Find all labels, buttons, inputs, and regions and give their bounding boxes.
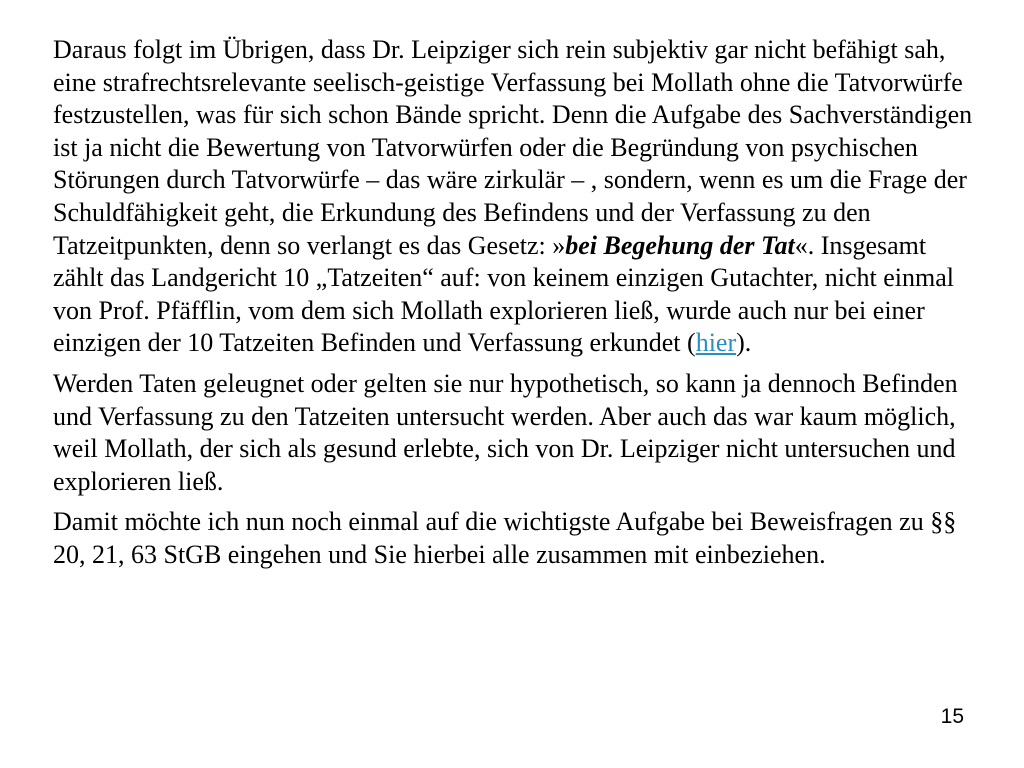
paragraph-2: Werden Taten geleugnet oder gelten sie nur hypothetisch, so kann ja dennoch Befinden und Verfassung zu den Tatzeiten untersucht werden. Aber auch das war kaum möglich, weil Mollath, der sich als gesund erlebte, sich von Dr. Leipziger nicht untersuchen und explorieren ließ. <box>53 368 958 496</box>
paragraph-3: Damit möchte ich nun noch einmal auf die wichtigste Aufgabe bei Beweisfragen zu §§ 20, 21, 63 StGB eingehen und Sie hierbei alle zusammen mit einbeziehen. <box>53 507 957 569</box>
slide-body <box>53 34 983 572</box>
paragraph-1-text-c: ). <box>736 328 752 358</box>
legal-quote-emphasis: bei Begehung der Tat <box>565 230 795 260</box>
paragraph-1-text-b: «. Insgesamt zählt das Landgericht 10 „Tatzeiten“ auf: von keinem einzigen Gutachter, nicht einmal von Prof. Pfäfflin, vom dem sich Mollath explorieren ließ, wurde auch nur bei einer einzigen der 10 Tatzeiten Befinden und Verfassung erkundet ( <box>53 230 954 358</box>
hier-link[interactable]: hier <box>695 328 737 358</box>
paragraph-1-text-a: Daraus folgt im Übrigen, dass Dr. Leipziger sich rein subjektiv gar nicht befähigt sah, eine strafrechtsrelevante seelisch-geistige Verfassung bei Mollath ohne die Tatvorwürfe festzustellen, was für sich schon Bände spricht. Denn die Aufgabe des Sachverständigen ist ja nicht die Bewertung von Tatvorwürfen oder die Begründung von psychischen Störungen durch Tatvorwürfe – das wäre zirkulär – , sondern, wenn es um die Frage der Schuldfähigkeit geht, die Erkundung des Befindens und der Verfassung zu den Tatzeitpunkten, denn so verlangt es das Gesetz: » <box>53 35 973 260</box>
paragraph-1 <box>53 34 983 360</box>
page-number: 15 <box>940 705 964 728</box>
